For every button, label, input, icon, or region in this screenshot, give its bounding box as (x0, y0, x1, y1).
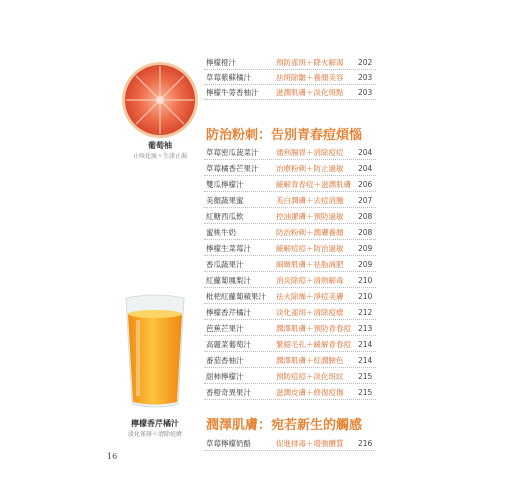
recipe-effect: 控油潔膚＋預防過敏 (276, 212, 344, 221)
recipe-effect: 滋潤皮膚＋修復痘傷 (276, 388, 344, 397)
row-divider (204, 223, 376, 224)
recipe-effect: 細緻肌膚＋祛脂減肥 (276, 260, 344, 269)
section-title: 潤澤肌膚：宛若新生的觸感 (206, 418, 363, 433)
list-item (204, 322, 376, 336)
recipe-page: 209 (358, 244, 373, 253)
recipe-effect: 滋潤肌膚＋淡化斑點 (276, 88, 344, 97)
row-divider (204, 271, 376, 272)
recipe-name: 檸檬橙汁 (206, 58, 236, 67)
recipe-effect: 治療粉刺＋防止過敏 (276, 164, 344, 173)
recipe-name: 雙瓜檸檬汁 (206, 180, 244, 189)
recipe-page: 204 (358, 148, 373, 157)
list-item (204, 338, 376, 352)
recipe-page: 215 (358, 372, 373, 381)
recipe-effect: 美白潤膚＋去痘消腫 (276, 196, 344, 205)
recipe-name: 紅蘿蔔鳳梨汁 (206, 276, 251, 285)
recipe-page: 202 (358, 58, 373, 67)
row-divider (204, 335, 376, 336)
recipe-page: 210 (358, 292, 373, 301)
recipe-name: 草莓密瓜菠菜汁 (206, 148, 259, 157)
list-item (204, 274, 376, 288)
juice-caption-subtitle: 淡化雀斑＋清除痘瘡 (127, 431, 182, 438)
section-title: 防治粉刺：告別青春痘煩惱 (206, 128, 363, 143)
recipe-effect: 緩解痘痘＋防治過敏 (276, 244, 344, 253)
row-divider (204, 319, 376, 320)
page-number: 16 (107, 452, 118, 461)
recipe-page: 208 (358, 212, 373, 221)
recipe-name: 香橙奇異果汁 (206, 388, 251, 397)
recipe-page: 213 (358, 324, 373, 333)
recipe-page: 210 (358, 276, 373, 285)
list-item (204, 386, 376, 400)
list-item (204, 56, 376, 70)
row-divider (204, 303, 376, 304)
recipe-page: 204 (358, 164, 373, 173)
list-item (204, 306, 376, 320)
row-divider (204, 99, 376, 100)
row-divider (204, 287, 376, 288)
list-item (204, 226, 376, 240)
recipe-effect: 祛斑除皺＋養顏美容 (276, 73, 344, 82)
recipe-page: 212 (358, 308, 373, 317)
list-item (204, 194, 376, 208)
grapefruit-caption-subtitle: 止咳化痰＋生津止渴 (132, 153, 187, 160)
recipe-page: 208 (358, 228, 373, 237)
row-divider (204, 84, 376, 85)
list-item (204, 354, 376, 368)
recipe-page: 207 (358, 196, 373, 205)
recipe-name: 美顏蔬果蜜 (206, 196, 244, 205)
recipe-name: 檸檬生菜莓汁 (206, 244, 251, 253)
recipe-effect: 緩解青春痘＋滋潤肌膚 (276, 180, 351, 189)
recipe-name: 草莓檸檬奶酪 (206, 439, 251, 448)
recipe-page: 214 (358, 356, 373, 365)
recipe-name: 番茄香柚汁 (206, 356, 244, 365)
recipe-effect: 緊縮毛孔＋緩解青春痘 (276, 340, 351, 349)
row-divider (204, 175, 376, 176)
recipe-page: 209 (358, 260, 373, 269)
recipe-page: 203 (358, 88, 373, 97)
recipe-effect: 預防雀斑＋降火解渴 (276, 58, 344, 67)
recipe-effect: 通利腸胃＋消除痘痘 (276, 148, 344, 157)
row-divider (204, 239, 376, 240)
list-item (204, 178, 376, 192)
recipe-page: 203 (358, 73, 373, 82)
list-item (204, 437, 376, 451)
recipe-effect: 祛火除燥＋淨痘美膚 (276, 292, 344, 301)
row-divider (204, 159, 376, 160)
row-divider (204, 207, 376, 208)
row-divider (204, 399, 376, 400)
list-item (204, 290, 376, 304)
list-item (204, 258, 376, 272)
row-divider (204, 450, 376, 451)
recipe-name: 芭蕉芒果汁 (206, 324, 244, 333)
recipe-name: 檸檬香芹橘汁 (206, 308, 251, 317)
recipe-effect: 潤澤肌膚＋紅潤臉色 (276, 356, 344, 365)
list-item (204, 370, 376, 384)
row-divider (204, 367, 376, 368)
recipe-effect: 防治粉刺＋潤膚養顏 (276, 228, 344, 237)
recipe-page: 216 (358, 439, 373, 448)
row-divider (204, 255, 376, 256)
recipe-page: 214 (358, 340, 373, 349)
grapefruit-image (120, 60, 200, 140)
list-item (204, 162, 376, 176)
recipe-effect: 消炎除痘＋清熱解毒 (276, 276, 344, 285)
list-item (204, 71, 376, 85)
row-divider (204, 351, 376, 352)
row-divider (204, 383, 376, 384)
recipe-name: 枇杷紅蘿蔔蘋果汁 (206, 292, 266, 301)
recipe-name: 草莓橘香芒果汁 (206, 164, 259, 173)
recipe-name: 高麗菜葡萄汁 (206, 340, 251, 349)
recipe-name: 草莓紫蘇橘汁 (206, 73, 251, 82)
recipe-name: 香瓜蔬果汁 (206, 260, 244, 269)
recipe-page: 215 (358, 388, 373, 397)
row-divider (204, 69, 376, 70)
recipe-name: 蜜桃牛奶 (206, 228, 236, 237)
recipe-effect: 淡化雀斑＋清除痘瘡 (276, 308, 344, 317)
grapefruit-caption-title: 葡萄柚 (148, 141, 172, 150)
list-item (204, 242, 376, 256)
list-item (204, 146, 376, 160)
recipe-name: 甜柿檸檬汁 (206, 372, 244, 381)
row-divider (204, 191, 376, 192)
recipe-effect: 促進排毒＋增強體質 (276, 439, 344, 448)
recipe-page: 206 (358, 180, 373, 189)
list-item (204, 86, 376, 100)
list-item (204, 210, 376, 224)
recipe-name: 檸檬牛蒡香柚汁 (206, 88, 259, 97)
recipe-effect: 潤澤肌膚＋預防青春痘 (276, 324, 351, 333)
recipe-name: 紅糖西瓜飲 (206, 212, 244, 221)
recipe-effect: 預防痘痘＋淡化斑紋 (276, 372, 344, 381)
juice-caption-title: 檸檬香芹橘汁 (131, 419, 179, 428)
juice-glass-image (118, 292, 192, 412)
